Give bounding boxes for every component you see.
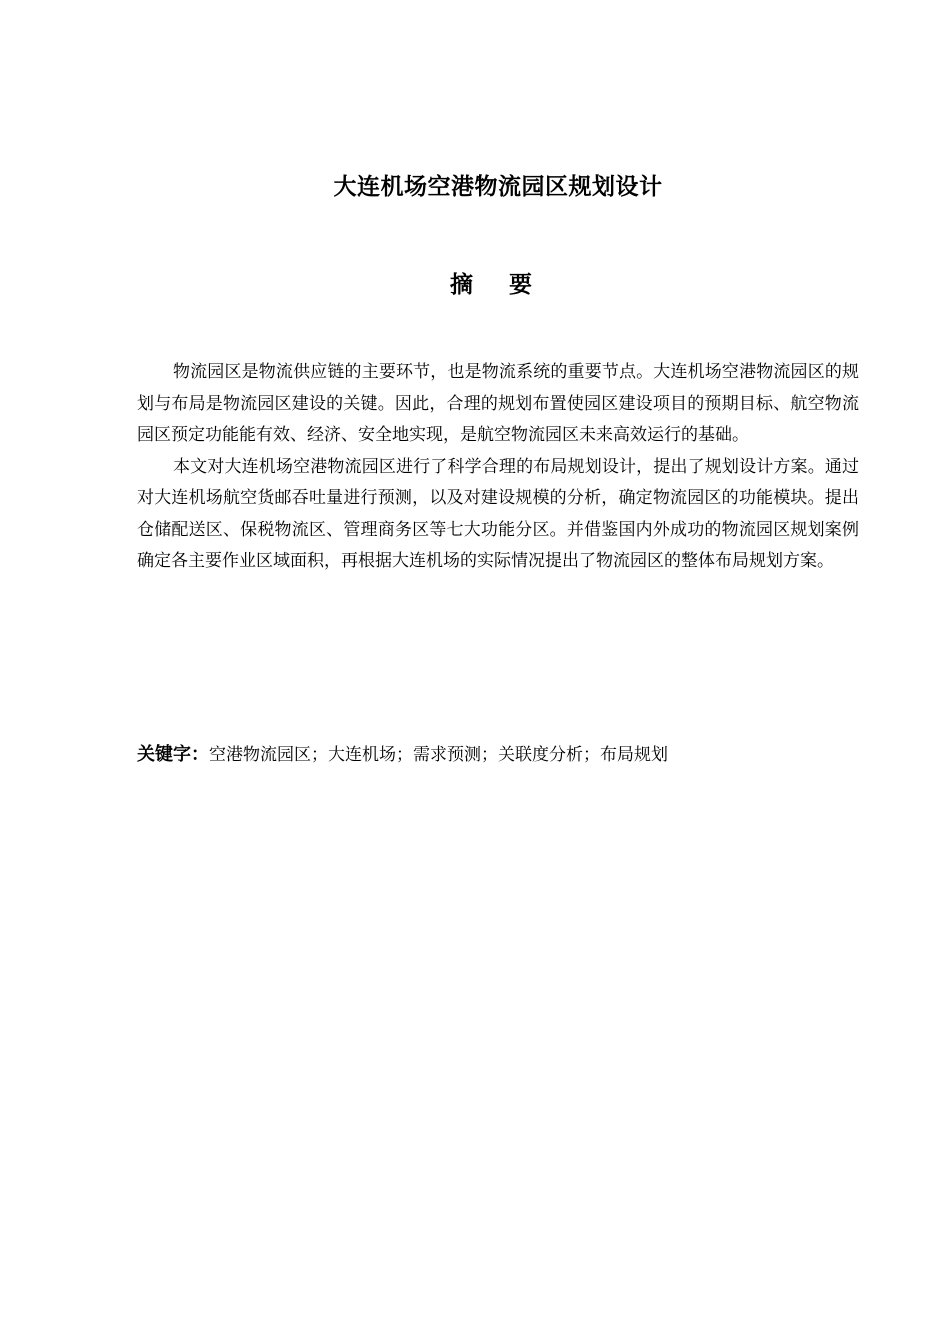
abstract-heading: 摘 要 [449,272,546,298]
document-title: 大连机场空港物流园区规划设计 [333,174,663,200]
keywords-values: 空港物流园区；大连机场；需求预测；关联度分析；布局规划 [209,745,668,765]
abstract-body [137,357,859,578]
keywords-line [137,740,859,770]
keywords-label: 关键字： [137,744,209,765]
abstract-paragraph-2: 本文对大连机场空港物流园区进行了科学合理的布局规划设计，提出了规划设计方案。通过对大连机场航空货邮吞吐量进行预测，以及对建设规模的分析，确定物流园区的功能模块。提出仓储配送区、保税物流区、管理商务区等七大功能分区。并借鉴国内外成功的物流园区规划案例确定各主要作业区域面积，再根据大连机场的实际情况提出了物流园区的整体布局规划方案。 [137,456,859,571]
abstract-paragraph-1: 物流园区是物流供应链的主要环节，也是物流系统的重要节点。大连机场空港物流园区的规划与布局是物流园区建设的关键。因此，合理的规划布置使园区建设项目的预期目标、航空物流园区预定功能能有效、经济、安全地实现，是航空物流园区未来高效运行的基础。 [137,362,859,445]
